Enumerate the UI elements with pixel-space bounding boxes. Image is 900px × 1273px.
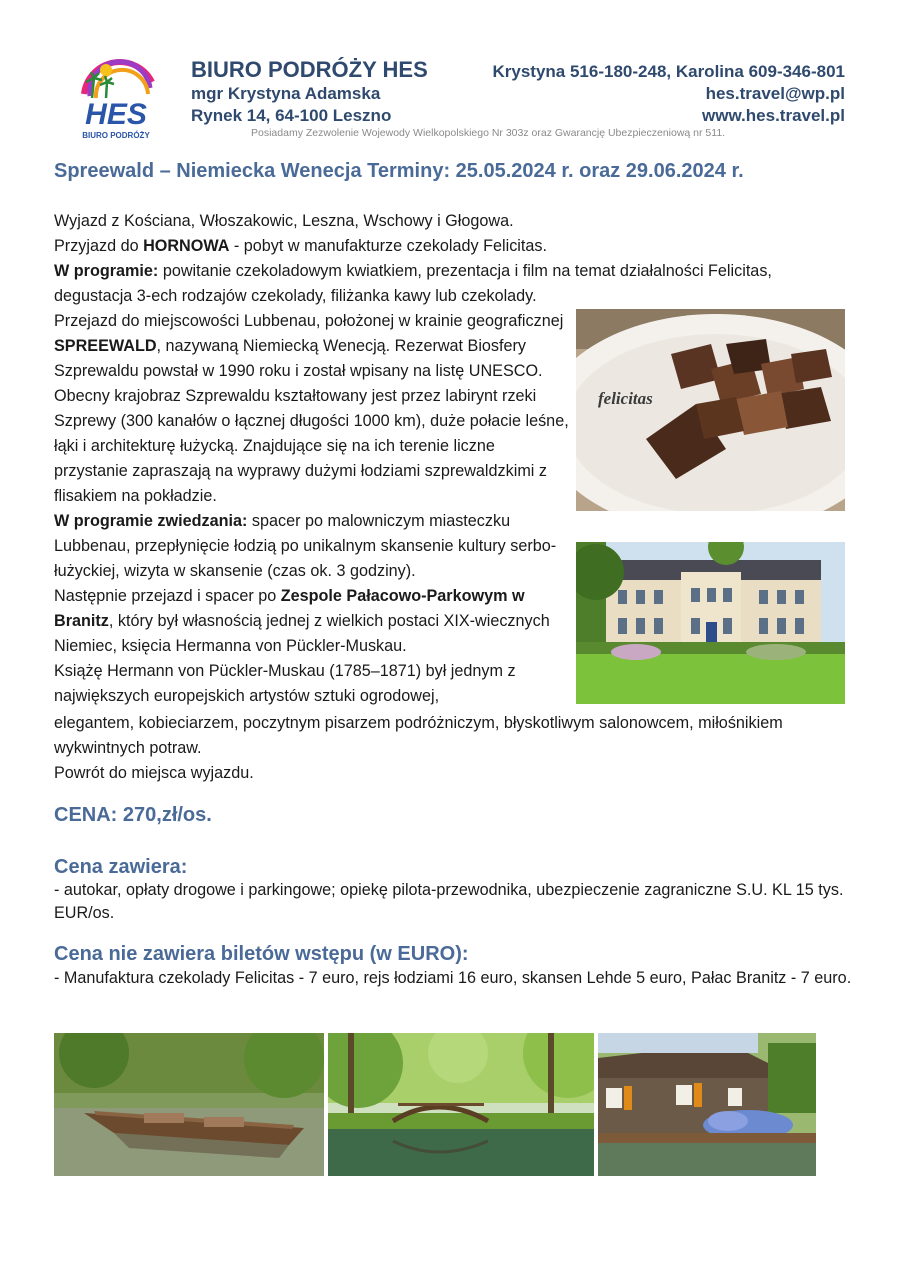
tour-program-text: W programie zwiedzania: spacer po malowniczym miasteczku Lubbenau, przepłynięcie łodzią po unikalnym skansenie kultury serbo-łużyckiej, wizyta w skansenie (czas ok. 3 godziny). [54, 512, 557, 580]
owner-name: mgr Krystyna Adamska [191, 84, 381, 103]
includes-text: - autokar, opłaty drogowe i parkingowe; opiekę pilota-przewodnika, ubezpieczenie zagraniczne S.U. KL 15 tys. EUR/os. [54, 881, 844, 922]
logo-lettering: HES [85, 98, 147, 131]
excludes-text: - Manufaktura czekolady Felicitas - 7 euro, rejs łodziami 16 euro, skansen Lehde 5 euro, Pałac Branitz - 7 euro. [54, 969, 852, 987]
branitz-text: Następnie przejazd i spacer po Zespole Pałacowo-Parkowym w Branitz, który był własnością jednej z wielkich postaci XIX-wiecznych Niemiec, księcia Hermanna von Pückler-Muskau. [54, 587, 550, 655]
program-text: W programie: powitanie czekoladowym kwiatkiem, prezentacja i film na temat działalności Felicitas, degustacja 3-ech rodzajów czekolady, filiżanka kawy lub czekolady. [54, 262, 772, 305]
boat-photo [54, 1033, 324, 1176]
canal-bridge-photo [328, 1033, 594, 1176]
prince-text-end: elegantem, kobieciarzem, poczytnym pisarzem podróżniczym, błyskotliwym salonowcem, miłośnikiem wykwintnych potraw. [54, 714, 783, 757]
permit-note: Posiadamy Zezwolenie Wojewody Wielkopolskiego Nr 303z oraz Gwarancję Ubezpieczeniową nr 511. [251, 127, 726, 139]
company-logo [66, 52, 170, 142]
logo-subtext: BIURO PODRÓŻY [82, 131, 150, 140]
spreewald-description [54, 309, 569, 709]
return-text: Powrót do miejsca wyjazdu. [54, 764, 254, 782]
excludes-heading: Cena nie zawiera biletów wstępu (w EURO): [54, 943, 469, 965]
company-name: BIURO PODRÓŻY HES [191, 57, 428, 82]
includes-heading: Cena zawiera: [54, 856, 188, 878]
lehde-house-photo [598, 1033, 816, 1176]
chocolate-photo [576, 309, 845, 511]
website-link[interactable]: www.hes.travel.pl [702, 106, 845, 125]
lubbenau-text: Przejazd do miejscowości Lubbenau, położonej w krainie geograficznej SPREEWALD, nazywaną Niemiecką Wenecją. Rezerwat Biosfery Szprewaldu powstał w 1990 roku i został wpisany na listę UNESCO. Obecny krajobraz Szprewaldu kształtowany jest przez labirynt rzeki Szprewy (300 kanałów o łącznej długości 1000 km), duże połacie leśne, łąki i architekturę łużycką. Znajdujące się na ich terenie liczne przystanie zapraszają na wyprawy dużymi łodziami szprewaldzkimi z flisakiem na pokładzie. [54, 312, 569, 505]
branitz-palace-photo [576, 542, 845, 704]
contact-email[interactable]: hes.travel@wp.pl [705, 84, 845, 103]
trip-title: Spreewald – Niemiecka Wenecja Terminy: 25.05.2024 r. oraz 29.06.2024 r. [54, 160, 744, 182]
prince-text-start: Książę Hermann von Pückler-Muskau (1785–1871) był jednym z największych europejskich artystów sztuki ogrodowej, [54, 662, 516, 705]
prince-continuation [54, 711, 854, 786]
arrival-text: Przyjazd do HORNOWA - pobyt w manufakturze czekolady Felicitas. [54, 237, 547, 255]
price-label: CENA: 270,zł/os. [54, 804, 212, 826]
intro-section [54, 209, 854, 309]
departure-text: Wyjazd z Kościana, Włoszakowic, Leszna, Wschowy i Głogowa. [54, 212, 514, 230]
company-address: Rynek 14, 64-100 Leszno [191, 106, 392, 125]
plate-brand-text: felicitas [598, 389, 653, 408]
contact-phones: Krystyna 516-180-248, Karolina 609-346-801 [492, 62, 845, 81]
